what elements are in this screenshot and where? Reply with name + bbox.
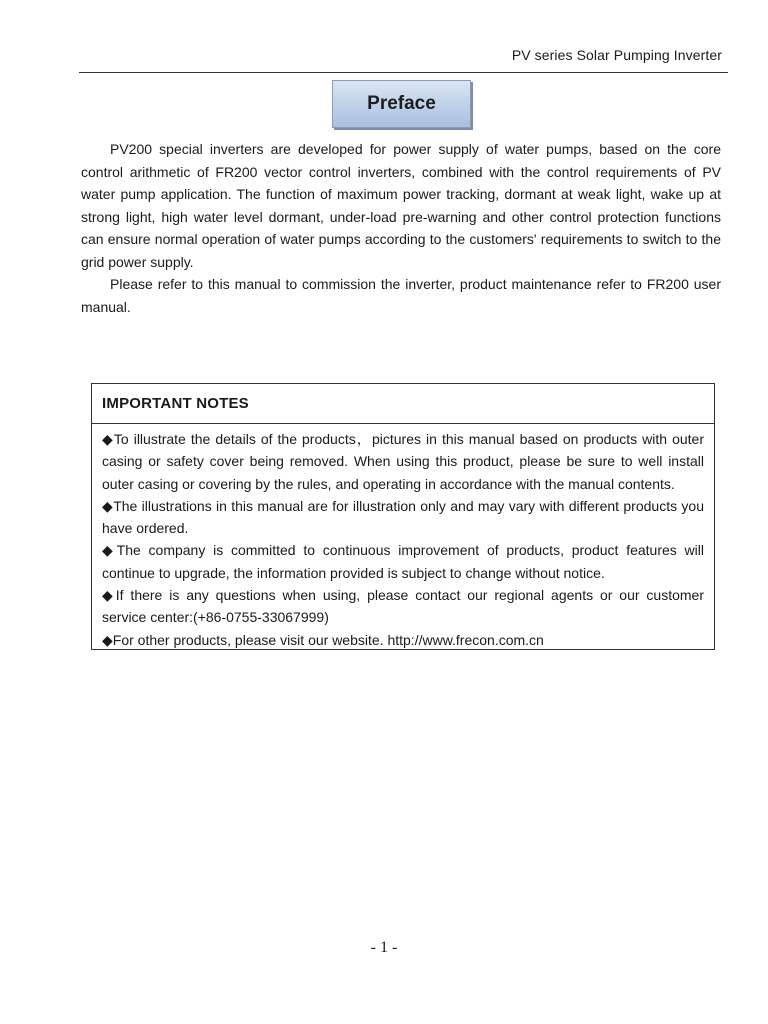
preface-heading-box xyxy=(332,80,471,128)
important-notes-box xyxy=(91,383,715,650)
preface-paragraph-1: PV200 special inverters are developed for power supply of water pumps, based on the core control arithmetic of FR200 vector control inverters, combined with the control requirements of PV water pump application. The function of maximum power tracking, dormant at weak light, wake up at strong light, high water level dormant, under-load pre-warning and other control protection functions can ensure normal operation of water pumps according to the customers' requirements to switch to the grid power supply. xyxy=(81,141,721,270)
page-number: - 1 - xyxy=(370,939,398,956)
note-item: ◆The illustrations in this manual are for illustration only and may vary with different products you have ordered. xyxy=(102,497,704,537)
preface-paragraph-2: Please refer to this manual to commission the inverter, product maintenance refer to FR200 user manual. xyxy=(81,276,721,315)
preface-heading: Preface xyxy=(367,93,436,114)
note-item: ◆The company is committed to continuous improvement of products, product features will continue to upgrade, the information provided is subject to change without notice. xyxy=(102,542,704,581)
running-header-title: PV series Solar Pumping Inverter xyxy=(511,47,722,63)
preface-body xyxy=(81,138,721,318)
note-item: ◆If there is any questions when using, please contact our regional agents or our customer service center:(+86-0755-33067999) xyxy=(102,587,704,626)
note-item: ◆To illustrate the details of the products，pictures in this manual based on products with outer casing or safety cover being removed. When using this product, please be sure to well install outer casing or covering by the rules, and operating in accordance with the manual contents. xyxy=(102,431,704,492)
note-item: ◆For other products, please visit our website. http://www.frecon.com.cn xyxy=(102,631,544,648)
important-notes-list xyxy=(92,424,714,651)
header-divider xyxy=(79,72,728,73)
important-notes-heading: IMPORTANT NOTES xyxy=(92,384,714,424)
